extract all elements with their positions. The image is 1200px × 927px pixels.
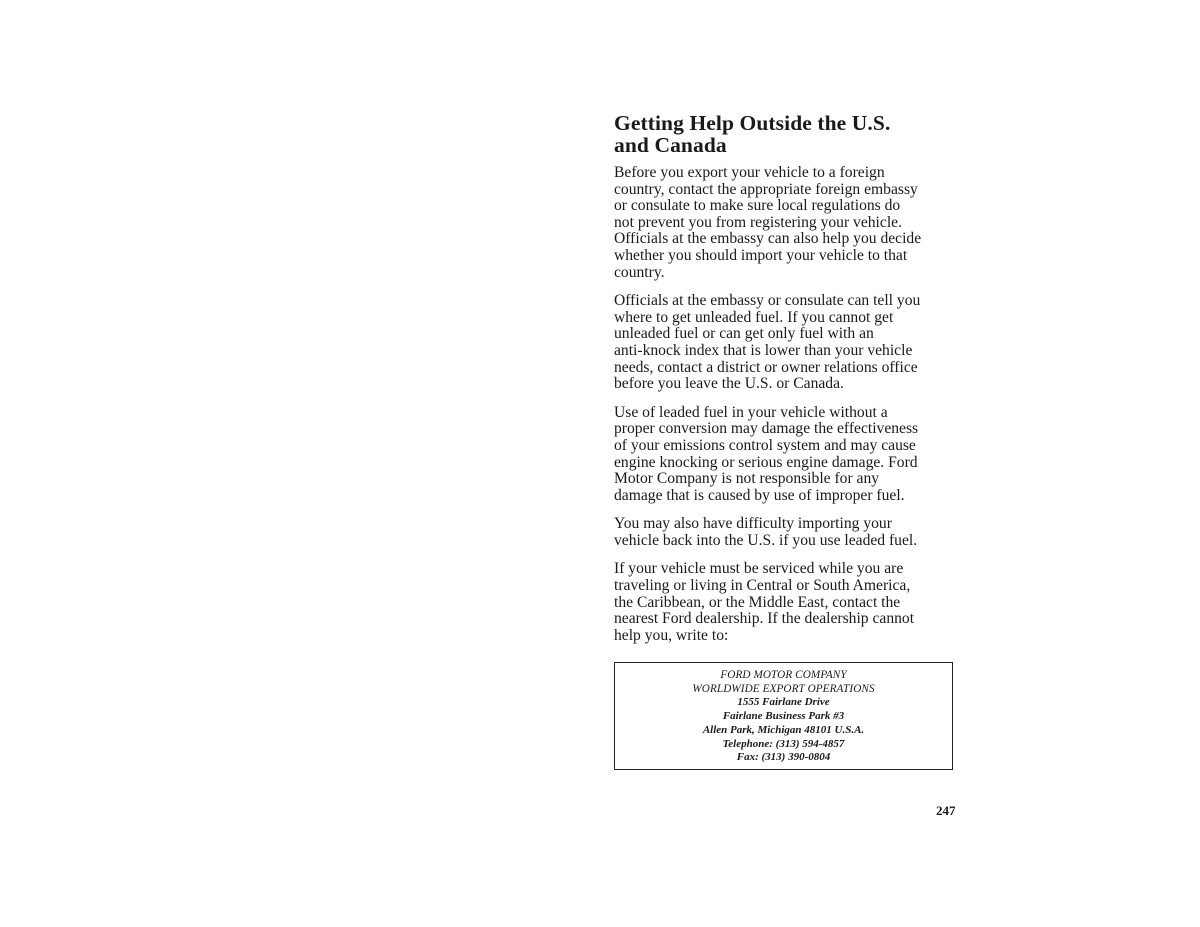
section-title: Getting Help Outside the U.S. and Canada [614, 111, 891, 157]
page-number: 247 [936, 803, 956, 818]
paragraph-leaded-fuel-warning: Use of leaded fuel in your vehicle without a proper conversion may damage the effectiveness of your emissions control system and may cause engine knocking or serious engine damage. Ford Motor Company is not responsible for any damage that is caused by use of improper fuel. [614, 403, 919, 504]
address-park: Fairlane Business Park #3 [722, 710, 845, 723]
content-column [614, 112, 964, 656]
paragraph-export: Before you export your vehicle to a foreign country, contact the appropriate foreign embassy or consulate to make sure local regulations do not prevent you from registering your vehicle. Officials at the embassy can also help you decide whether you should import your vehicle to that country. [614, 164, 922, 281]
address-telephone: Telephone: (313) 594-4857 [722, 737, 845, 750]
address-city: Allen Park, Michigan 48101 U.S.A. [702, 723, 865, 736]
address-company: FORD MOTOR COMPANY [720, 669, 847, 681]
paragraph-import-difficulty: You may also have difficulty importing your vehicle back into the U.S. if you use leaded fuel. [614, 515, 918, 549]
paragraph-service-abroad: If your vehicle must be serviced while you are traveling or living in Central or South America, the Caribbean, or the Middle East, contact the nearest Ford dealership. If the dealership cannot help you, write to: [614, 560, 915, 644]
paragraph-unleaded-fuel: Officials at the embassy or consulate can tell you where to get unleaded fuel. If you cannot get unleaded fuel or can get only fuel with an anti-knock index that is lower than your vehicle needs, contact a district or owner relations office before you leave the U.S. or Canada. [614, 292, 921, 393]
address-street: 1555 Fairlane Drive [737, 696, 830, 709]
address-fax: Fax: (313) 390-0804 [736, 751, 831, 764]
address-box [614, 662, 953, 770]
address-division: WORLDWIDE EXPORT OPERATIONS [692, 682, 875, 695]
